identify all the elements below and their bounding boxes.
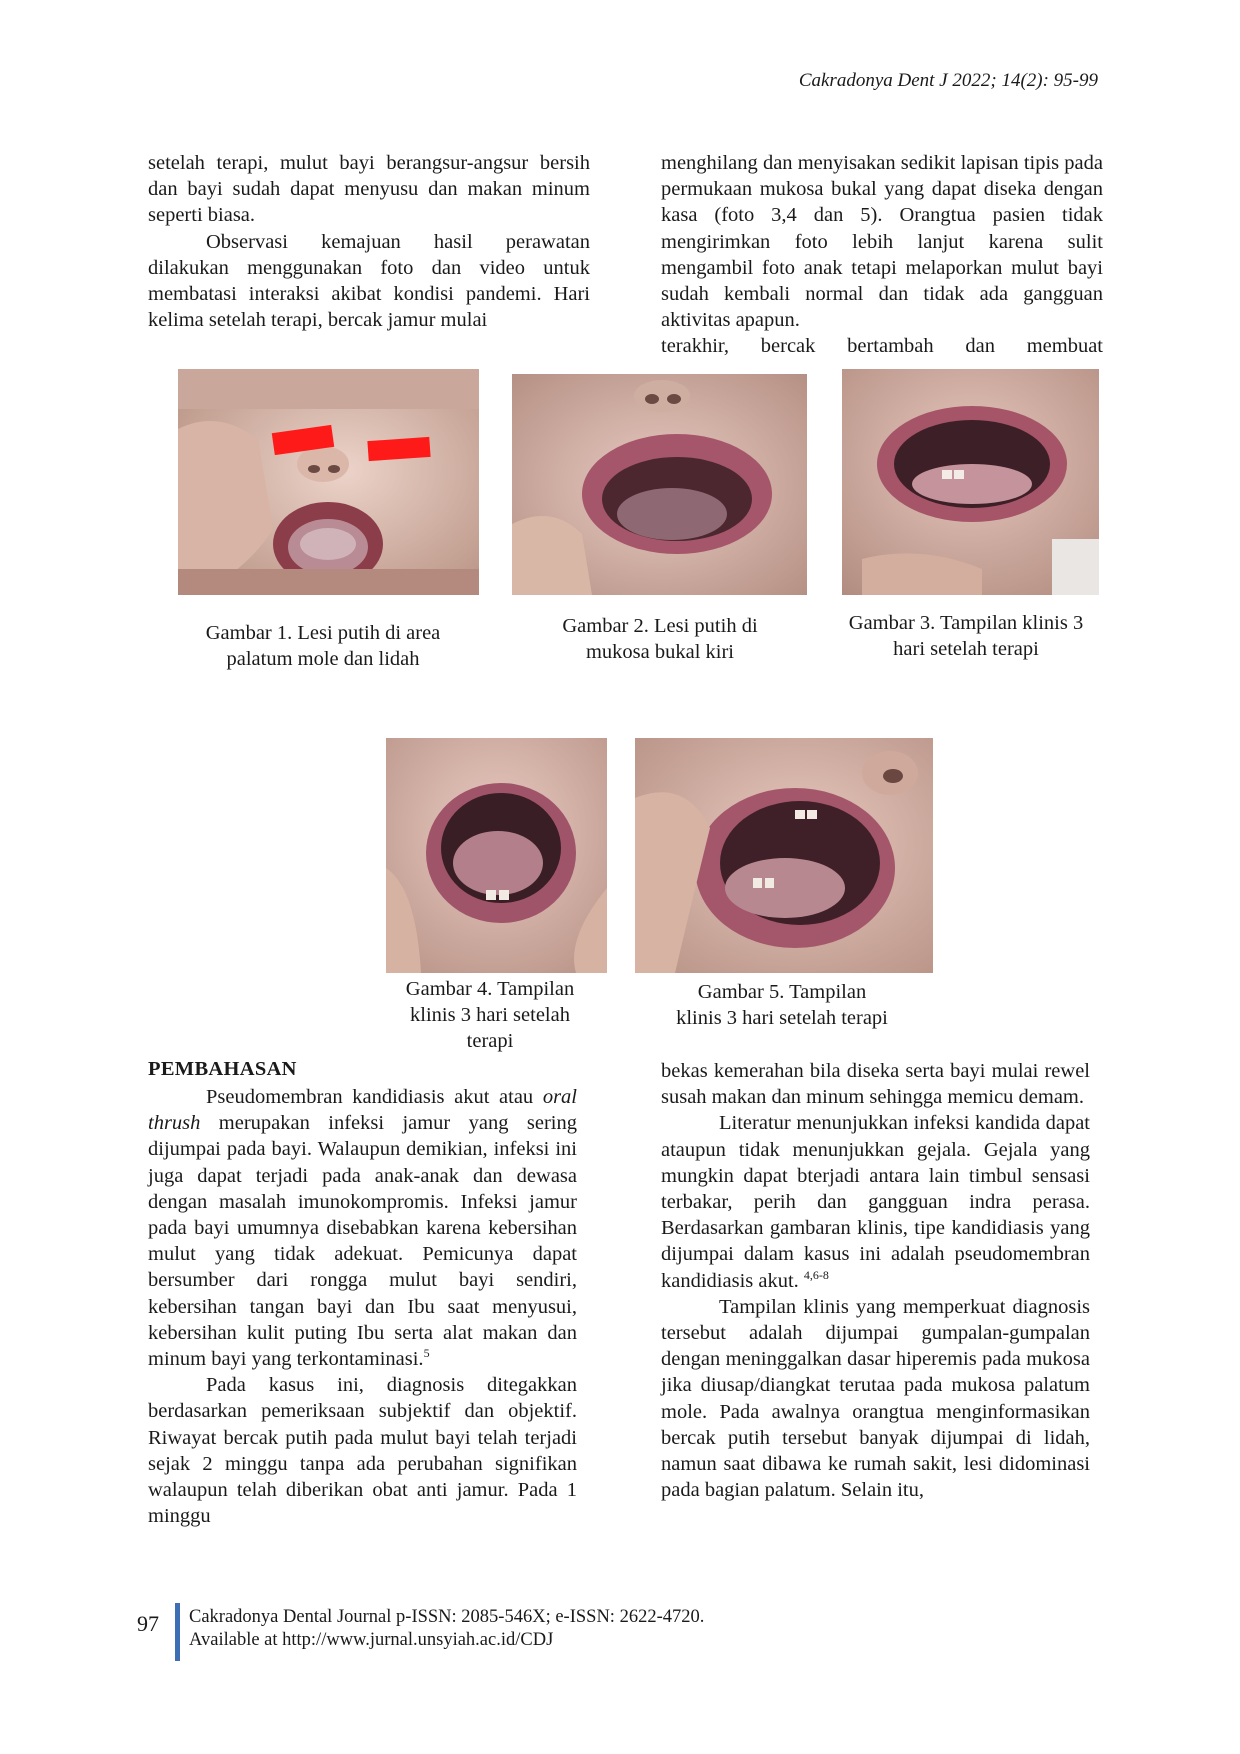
p1-italic-term: oral thrush: [148, 1086, 577, 1135]
figure-3-photo: [842, 369, 1099, 595]
p1-reference: 5: [423, 1346, 430, 1361]
footer-line-1: Cakradonya Dental Journal p-ISSN: 2085-546X; e-ISSN: 2622-4720.: [189, 1607, 705, 1627]
bottom-left-column: [148, 1084, 577, 1529]
bottom-right-paragraph-1: [661, 1110, 1090, 1293]
figure-5-caption: Gambar 5. Tampilan klinis 3 hari setelah terapi: [676, 981, 888, 1029]
journal-reference: Cakradonya Dent J 2022; 14(2): 95-99: [798, 70, 1098, 91]
bottom-left-paragraph-2: Pada kasus ini, diagnosis ditegakkan berdasarkan pemeriksaan subjektif dan objektif. Riwayat bercak putih pada mulut bayi telah terjadi sejak 2 minggu tanpa ada perubahan signifikan walaupun telah diberikan obat anti jamur. Pada 1 minggu: [148, 1374, 577, 1528]
figure-2-photo: [512, 374, 807, 595]
bottom-right-paragraph-2: Tampilan klinis yang memperkuat diagnosis tersebut adalah dijumpai gumpalan-gumpalan dengan meninggalkan dasar hiperemis pada mukosa jika diusap/diangkat terutaa pada mukosa palatum mole. Pada awalnya orangtua menginformasikan bercak putih tersebut banyak dijumpai di lidah, namun saat dibawa ke rumah sakit, lesi didominasi pada bagian palatum. Selain itu,: [661, 1295, 1090, 1502]
p1-opening: Pseudomembran kandidiasis akut atau: [206, 1086, 534, 1108]
figure-5-photo: [635, 738, 933, 973]
bottom-left-paragraph-1: [148, 1084, 577, 1372]
p1-text: Literatur menunjukkan infeksi kandida dapat ataupun tidak menunjukkan gejala. Gejala yang mungkin dapat bterjadi antara lain timbul sensasi terbakar, perih dan gangguan indra perasa. Berdasarkan gambaran klinis, tipe kandidiasis yang dijumpai dalam kasus ini adalah pseudomembran kandidiasis akut.: [661, 1112, 1090, 1292]
section-heading: PEMBAHASAN: [148, 1058, 297, 1080]
top-right-paragraph: menghilang dan menyisakan sedikit lapisan tipis pada permukaan mukosa bukal yang dapat diseka dengan kasa (foto 3,4 dan 5). Orangtua pasien tidak mengirimkan foto lebih lanjut karena sulit mengambil foto anak tetapi melaporkan mulut bayi sudah kembali normal dan tidak ada gangguan aktivitas apapun.: [661, 152, 1103, 332]
figure-1-caption: Gambar 1. Lesi putih di area palatum mole dan lidah: [205, 622, 441, 670]
top-right-column: [661, 150, 1103, 360]
figure-2-caption: Gambar 2. Lesi putih di mukosa bukal kiri: [562, 615, 758, 663]
figure-1-photo: [178, 369, 479, 595]
p1-body: merupakan infeksi jamur yang sering dijumpai pada bayi. Walaupun demikian, infeksi ini juga dapat terjadi pada anak-anak dan dewasa dengan masalah imunokompromis. Infeksi jamur pada bayi umumnya disebabkan karena kebersihan mulut yang tidak adekuat. Pemicunya dapat bersumber dari rongga mulut bayi sendiri, kebersihan tangan bayi dan Ibu saat menyusui, kebersihan kulit puting Ibu serta alat makan dan minum bayi yang terkontaminasi.: [148, 1112, 577, 1371]
footer-accent-bar: [175, 1603, 180, 1661]
footer-citation: [189, 1606, 704, 1651]
top-right-tail: terakhir, bercak bertambah dan membuat: [661, 335, 1103, 358]
figure-3-caption: Gambar 3. Tampilan klinis 3 hari setelah terapi: [848, 612, 1084, 660]
p1-right-reference: 4,6-8: [803, 1267, 829, 1282]
figure-4-photo: [386, 738, 607, 973]
figure-4-caption: Gambar 4. Tampilan klinis 3 hari setelah terapi: [405, 978, 575, 1052]
bottom-right-paragraph-0: bekas kemerahan bila diseka serta bayi mulai rewel susah makan dan minum sehingga memicu demam.: [661, 1060, 1090, 1109]
top-left-paragraph-2: Observasi kemajuan hasil perawatan dilakukan menggunakan foto dan video untuk membatasi interaksi akibat kondisi pandemi. Hari kelima setelah terapi, bercak jamur mulai: [148, 230, 590, 332]
bottom-right-column: [661, 1058, 1090, 1503]
top-left-paragraph-1: setelah terapi, mulut bayi berangsur-angsur bersih dan bayi sudah dapat menyusu dan makan minum seperti biasa.: [148, 152, 590, 227]
page-number: 97: [137, 1611, 159, 1636]
footer-line-2: Available at http://www.jurnal.unsyiah.ac.id/CDJ: [189, 1629, 554, 1650]
top-left-column: [148, 150, 590, 333]
